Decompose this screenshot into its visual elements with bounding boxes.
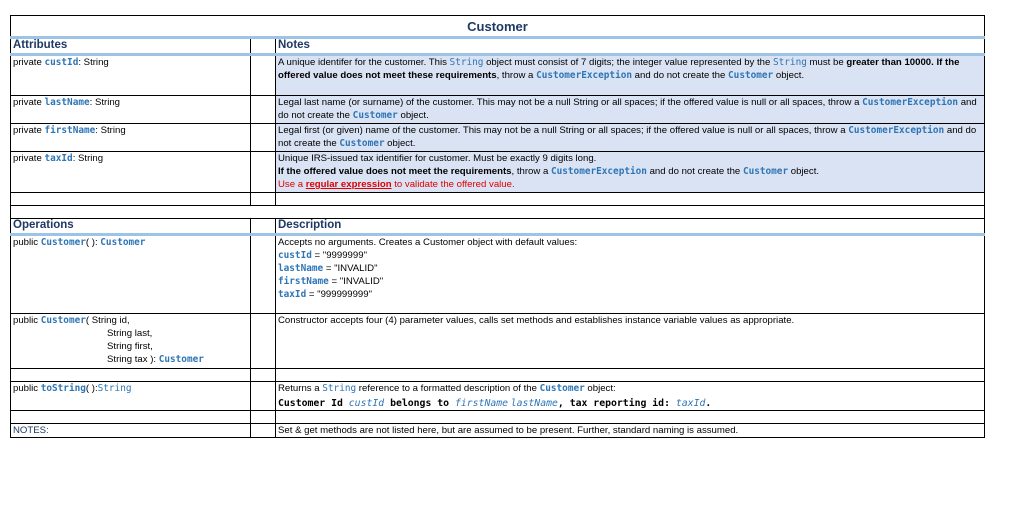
attr-name: taxId — [44, 153, 73, 164]
attr-name: lastName — [44, 97, 90, 108]
attribute-row: private custId: String A unique identifer for the customer. This String object must consist of 7 digits; the integer value represented by the String must be greater than 10000. If the offered value does not meet these requirements, throw a CustomerException and do not create the Customer object. — [11, 55, 985, 96]
operation-row: public toString( ):String Returns a String reference to a formatted description of the Customer object: Customer Id custId belongs to firstName lastName, tax reporting id: taxId. — [11, 382, 985, 411]
operation-description: Accepts no arguments. Creates a Customer object with default values: custId = "9999999" lastName = "INVALID" firstName = "INVALID" taxId = "999999999" — [276, 235, 985, 314]
attribute-row: private taxId: String Unique IRS-issued tax identifier for customer. Must be exactly 9 digits long. If the offered value does not meet the requirements, throw a CustomerException and do not create the Customer object. Use a regular expression to validate the offered value. — [11, 152, 985, 193]
class-table — [10, 15, 985, 438]
class-title: Customer — [11, 16, 985, 38]
attribute-note: Legal last name (or surname) of the customer. This may not be a null String or all spaces; if the offered value is null or all spaces, throw a CustomerException and do not create the Customer object. — [276, 96, 985, 124]
attribute-note: Unique IRS-issued tax identifier for customer. Must be exactly 9 digits long. If the offered value does not meet the requirements, throw a CustomerException and do not create the Customer object. Use a regular expression to validate the offered value. — [276, 152, 985, 193]
notes-label: NOTES: — [11, 424, 251, 438]
attributes-header: Attributes — [11, 38, 251, 55]
regex-link[interactable]: regular expression — [305, 179, 392, 190]
attribute-row: private firstName: String Legal first (or given) name of the customer. This may not be a null String or all spaces; if the offered value is null or all spaces, throw a CustomerException and do not create the Customer object. — [11, 124, 985, 152]
attr-name: firstName — [44, 125, 96, 136]
operations-header: Operations — [11, 219, 251, 235]
operation-description: Returns a String reference to a formatted description of the Customer object: Customer Id custId belongs to firstName lastName, tax reporting id: taxId. — [276, 382, 985, 411]
attribute-note: A unique identifer for the customer. This String object must consist of 7 digits; the integer value represented by the String must be greater than 10000. If the offered value does not meet these requirements, throw a CustomerException and do not create the Customer object. — [276, 55, 985, 96]
notes-row — [11, 424, 985, 438]
attribute-note: Legal first (or given) name of the customer. This may not be a null String or all spaces; if the offered value is null or all spaces, throw a CustomerException and do not create the Customer object. — [276, 124, 985, 152]
operation-description: Constructor accepts four (4) parameter values, calls set methods and establishes instance variable values as appropriate. — [276, 314, 985, 369]
operation-row: public Customer( ): Customer Accepts no arguments. Creates a Customer object with default values: custId = "9999999" lastName = "INVALID" firstName = "INVALID" taxId = "999999999" — [11, 235, 985, 314]
notes-header: Notes — [276, 38, 985, 55]
customer-class-diagram — [10, 15, 984, 438]
notes-text: Set & get methods are not listed here, but are assumed to be present. Further, standard naming is assumed. — [276, 424, 985, 438]
attribute-row: private lastName: String Legal last name (or surname) of the customer. This may not be a null String or all spaces; if the offered value is null or all spaces, throw a CustomerException and do not create the Customer object. — [11, 96, 985, 124]
operation-row: public Customer( String id, String last, String first, String tax ): Customer Constructor accepts four (4) parameter values, calls set methods and establishes instance variable values as appropriate. — [11, 314, 985, 369]
attr-name: custId — [44, 57, 79, 68]
description-header: Description — [276, 219, 985, 235]
